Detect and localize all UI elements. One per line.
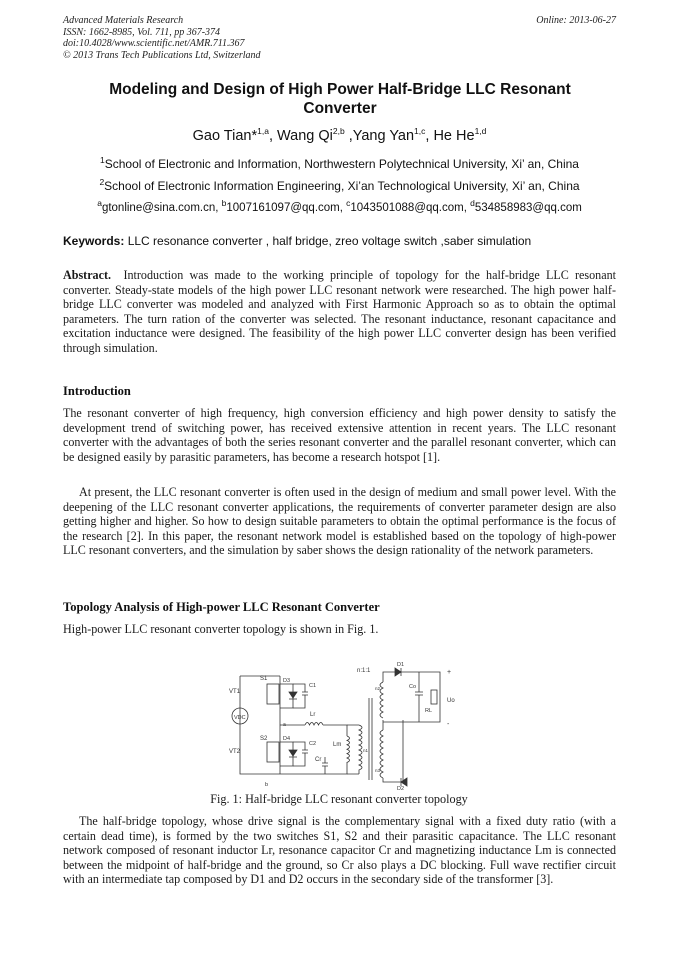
keywords-text: LLC resonance converter , half bridge, zreo voltage switch ,saber simulation bbox=[124, 234, 532, 248]
author: Wang Qi bbox=[277, 127, 333, 144]
email: 534858983@qq.com bbox=[474, 201, 582, 214]
capacitor-c2-symbol bbox=[293, 742, 308, 766]
email: 1043501088@qq.com, bbox=[350, 201, 471, 214]
primary-wire bbox=[347, 725, 359, 774]
author-list bbox=[63, 126, 616, 144]
c2-label: C2 bbox=[309, 741, 317, 747]
rectifier-diode-symbol bbox=[395, 668, 407, 786]
co-label: Co bbox=[409, 684, 417, 690]
dc-bus-wire bbox=[240, 676, 280, 774]
d2-label: D2 bbox=[397, 786, 405, 790]
capacitor-c1-symbol bbox=[293, 684, 308, 708]
affiliation-sup: 1 bbox=[100, 155, 105, 165]
switch-s2-symbol bbox=[267, 742, 279, 762]
inductor-lr-symbol bbox=[305, 723, 323, 726]
circuit-diagram bbox=[225, 662, 465, 790]
transformer-core bbox=[369, 698, 372, 780]
email-sup: a bbox=[97, 198, 102, 208]
node-a-label: a bbox=[283, 722, 286, 728]
abstract-label: Abstract. bbox=[63, 268, 112, 282]
d4-label: D4 bbox=[283, 736, 291, 742]
lr-label: Lr bbox=[310, 712, 316, 718]
email-list bbox=[63, 198, 616, 214]
intro-paragraph-1: The resonant converter of high frequency, high conversion efficiency and high power density to satisfy the development trend of switching power, has received extensive attention in recent years. The LLC resonant converter with the advantages of both the series resonant converter and the parallel resonant converter, which can be designed easily by parasitic parameters, has become a research hotspot [1]. bbox=[63, 406, 616, 464]
author: He He bbox=[433, 127, 475, 144]
vdc-label: VDC bbox=[234, 715, 246, 721]
capacitor-co-symbol bbox=[415, 672, 423, 722]
abstract-text: Introduction was made to the working principle of topology for the half-bridge LLC resonant converter. Steady-state models of the high power LLC resonant network were researched. The high power half-bridge LLC converter was modeled and analyzed with First Harmonic Approach so as to obtain the optimal parameters. The turn ration of the converter was selected. The resonant inductance, resonant capacitance and excitation inductance were designed. The feasibility of the high power LLC converter design has been verified through simulation. bbox=[63, 268, 616, 355]
c1-label: C1 bbox=[309, 683, 317, 689]
copyright: © 2013 Trans Tech Publications Ltd, Switzerland bbox=[63, 49, 261, 61]
email-sup: b bbox=[221, 198, 227, 208]
abstract bbox=[63, 268, 616, 355]
doi: doi:10.4028/www.scientific.net/AMR.711.367 bbox=[63, 38, 245, 49]
intro-paragraph-2: At present, the LLC resonant converter is often used in the design of medium and small power level. With the deepening of the LLC resonant converter applications, the requirements of converter parameter design are also getting higher and higher. So how to design suitable parameters to obtain the optimal performance is the focus of the research [2]. In this paper, the resonant network model is established based on the topology of high-power LLC resonant converters, and the simulation by saber shows the design rationality of the network parameters. bbox=[63, 485, 616, 557]
paper-title: Modeling and Design of High Power Half-Bridge LLC Resonant Converter bbox=[109, 81, 571, 117]
plus-label: + bbox=[447, 669, 452, 676]
d1-label: D1 bbox=[397, 662, 405, 668]
keywords bbox=[63, 234, 616, 248]
rl-label: RL bbox=[425, 708, 433, 714]
affiliation-2 bbox=[63, 177, 616, 193]
transformer-secondary bbox=[380, 682, 383, 778]
n1-label: n1 bbox=[363, 748, 369, 753]
affiliation-text: School of Electronic Information Engineering, Xi’an Technological University, Xi’ an, China bbox=[104, 179, 580, 193]
vt1-label: VT1 bbox=[229, 689, 241, 695]
affiliation-sup: 2 bbox=[99, 177, 105, 187]
inductor-lm-symbol bbox=[347, 736, 350, 762]
section-heading-topology: Topology Analysis of High-power LLC Resonant Converter bbox=[63, 600, 380, 614]
author-sup: 1,a bbox=[257, 126, 269, 136]
author: Gao Tian* bbox=[192, 127, 258, 144]
lm-label: Lm bbox=[333, 742, 342, 748]
author-sup: 1,c bbox=[414, 126, 426, 136]
email-sup: d bbox=[470, 198, 475, 208]
resonant-tank-wire bbox=[280, 725, 347, 774]
online-date: Online: 2013-06-27 bbox=[536, 15, 616, 26]
author: Yang Yan bbox=[352, 127, 415, 144]
ratio-label: n:1:1 bbox=[357, 668, 371, 674]
affiliation-1 bbox=[63, 155, 616, 171]
capacitor-cr-symbol bbox=[322, 757, 328, 774]
uo-label: Uo bbox=[447, 698, 455, 704]
n2-label: n2 bbox=[375, 686, 381, 691]
switch-s1-symbol bbox=[267, 684, 279, 704]
email: gtonline@sina.com.cn, bbox=[101, 201, 222, 214]
s1-label: S1 bbox=[260, 676, 268, 682]
author-sup: 2,b bbox=[332, 126, 345, 136]
email-sup: c bbox=[346, 198, 351, 208]
cr-label: Cr bbox=[315, 757, 322, 763]
figure-caption: Fig. 1: Half-bridge LLC resonant converter topology bbox=[210, 792, 468, 806]
journal-name: Advanced Materials Research bbox=[63, 15, 184, 26]
issn: ISSN: 1662-8985, Vol. 711, pp 367-374 bbox=[63, 26, 221, 38]
transformer-primary bbox=[359, 725, 362, 774]
s2-label: S2 bbox=[260, 736, 268, 742]
author-sep: , bbox=[344, 127, 353, 144]
keywords-label: Keywords: bbox=[63, 234, 125, 248]
email: 1007161097@qq.com, bbox=[226, 201, 347, 214]
resistor-rl-symbol bbox=[431, 690, 437, 704]
d3-label: D3 bbox=[283, 678, 291, 684]
node-b-label: b bbox=[265, 782, 269, 788]
minus-label: - bbox=[447, 721, 450, 728]
section-heading-introduction: Introduction bbox=[63, 384, 131, 398]
author-sep: , bbox=[425, 127, 434, 144]
journal-header bbox=[63, 15, 261, 61]
topology-paragraph-1: High-power LLC resonant converter topology is shown in Fig. 1. bbox=[63, 622, 379, 636]
topology-paragraph-2: The half-bridge topology, whose drive signal is the complementary signal with a fixed duty ratio (with a certain dead time), is formed by the two switches S1, S2 and their parasitic capacitance. The LLC resonant network composed of resonant inductor Lr, resonance capacitor Cr and magnetizing inductance Lm is connected between the midpoint of half-bridge and the ground, so Cr also plays a DC blocking. Full wave rectifier circuit with an intermediate tap composed by D1 and D2 occurs in the secondary side of the transformer [3]. bbox=[63, 814, 616, 886]
affiliation-text: School of Electronic and Information, Northwestern Polytechnical University, Xi’ an, China bbox=[104, 157, 579, 171]
author-sep: , bbox=[268, 127, 277, 144]
author-sup: 1,d bbox=[474, 126, 487, 136]
vt2-label: VT2 bbox=[229, 749, 241, 755]
n3-label: n3 bbox=[375, 768, 381, 773]
